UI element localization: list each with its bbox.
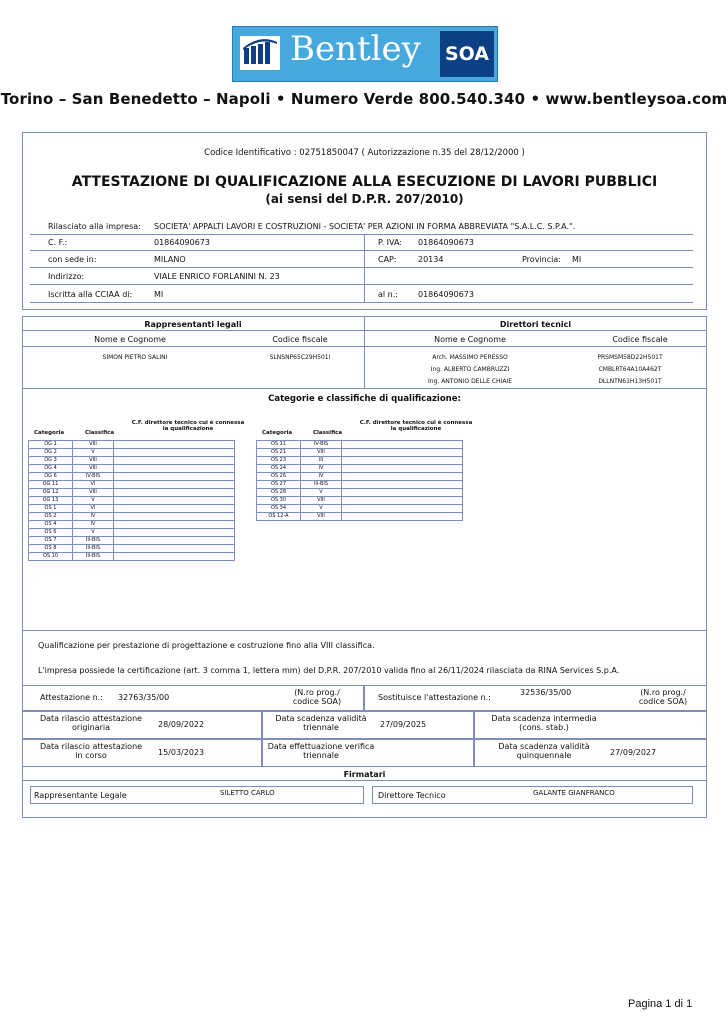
contact-line: Torino – San Benedetto – Napoli • Numero Verde 800.540.340 • www.bentleysoa.com	[0, 90, 728, 108]
scad-quinq-label: Data scadenza validità quinquennale	[498, 742, 590, 760]
provincia-label: Provincia:	[522, 255, 561, 264]
category-director-cf	[114, 505, 235, 513]
category-class: III-BIS	[301, 481, 342, 489]
category-code: OG 2	[29, 449, 73, 457]
legale-name: SIMON PIETRO SALINI	[102, 354, 168, 361]
category-code: OS 30	[257, 497, 301, 505]
category-code: OG 13	[29, 497, 73, 505]
piva-value: 01864090673	[418, 238, 474, 247]
tecnico-cf: DLLNTN61H13H501T	[598, 378, 662, 385]
legale-cf: SLNSNP65C29H501I	[269, 354, 331, 361]
category-director-cf	[114, 473, 235, 481]
category-class: V	[73, 497, 114, 505]
category-code: OS 1	[29, 505, 73, 513]
scad-quinq-value: 27/09/2027	[610, 748, 657, 757]
divider	[30, 234, 693, 235]
category-row	[29, 449, 235, 457]
category-row	[29, 497, 235, 505]
logo-mark-icon	[240, 36, 280, 70]
category-director-cf	[342, 441, 463, 449]
cap-label: CAP:	[378, 255, 397, 264]
category-director-cf	[114, 457, 235, 465]
category-row	[257, 497, 463, 505]
category-code: OS 26	[257, 473, 301, 481]
category-row	[29, 473, 235, 481]
category-code: OS 2	[29, 513, 73, 521]
divider	[30, 250, 693, 251]
logo-wordmark: Bentley	[290, 29, 421, 69]
category-class: VI	[73, 481, 114, 489]
tecnico-name: Ing. ALBERTO CAMBRUZZI	[430, 366, 510, 373]
category-director-cf	[114, 513, 235, 521]
verifica-label: Data effettuazione verifica triennale	[267, 742, 375, 760]
tecnico-name: Arch. MASSIMO PERESSO	[432, 354, 508, 361]
tecnico-label: Direttore Tecnico	[378, 791, 446, 800]
category-director-cf	[114, 545, 235, 553]
category-class: VIII	[73, 489, 114, 497]
indirizzo-value: VIALE ENRICO FORLANINI N. 23	[154, 272, 280, 281]
category-class: III-BIS	[73, 545, 114, 553]
category-director-cf	[114, 521, 235, 529]
category-code: OS 6	[29, 529, 73, 537]
qualificazione-note: Qualificazione per prestazione di progettazione e costruzione fino alla VIII classifica.	[38, 641, 375, 650]
rilasciato-label: Rilasciato alla impresa:	[48, 222, 141, 231]
category-code: OS 12-A	[257, 513, 301, 521]
category-row	[29, 513, 235, 521]
category-class: V	[73, 449, 114, 457]
tecnici-header: Direttori tecnici	[499, 320, 572, 329]
al-n-value: 01864090673	[418, 290, 474, 299]
category-class: VIII	[73, 457, 114, 465]
category-class: III	[301, 457, 342, 465]
category-row	[29, 489, 235, 497]
document-subtitle: (ai sensi del D.P.R. 207/2010)	[265, 192, 464, 206]
document-title: ATTESTAZIONE DI QUALIFICAZIONE ALLA ESECUZIONE DI LAVORI PUBBLICI	[71, 174, 658, 190]
category-class: VIII	[301, 513, 342, 521]
logo-soa-badge: SOA	[440, 31, 494, 77]
category-code: OS 7	[29, 537, 73, 545]
category-code: OS 11	[257, 441, 301, 449]
category-code: OG 3	[29, 457, 73, 465]
cap-value: 20134	[418, 255, 444, 264]
col-classifica: Classifica	[313, 430, 343, 436]
category-director-cf	[114, 481, 235, 489]
category-director-cf	[342, 473, 463, 481]
sostituisce-label: Sostituisce l'attestazione n.:	[378, 693, 491, 702]
category-director-cf	[114, 465, 235, 473]
category-row	[29, 553, 235, 561]
col-cf-legali: Codice fiscale	[272, 335, 328, 344]
divider	[30, 284, 693, 285]
category-director-cf	[114, 497, 235, 505]
legale-signatory: SILETTO CARLO	[220, 789, 275, 797]
category-row	[257, 441, 463, 449]
category-row	[257, 505, 463, 513]
attestazione-label: Attestazione n.:	[40, 693, 103, 702]
category-code: OS 21	[257, 449, 301, 457]
category-code: OG 11	[29, 481, 73, 489]
divider	[30, 267, 693, 268]
category-row	[257, 513, 463, 521]
tecnico-cf: CMBLRT64A10A462T	[598, 366, 662, 373]
col-categoria: Categoria	[262, 430, 293, 436]
sostituisce-number: 32536/35/00	[520, 688, 572, 697]
category-director-cf	[342, 481, 463, 489]
category-director-cf	[342, 505, 463, 513]
sede-label: con sede in:	[48, 255, 97, 264]
al-n-label: al n.:	[378, 290, 398, 299]
scad-triennale-value: 27/09/2025	[380, 720, 427, 729]
legali-header: Rappresentanti legali	[144, 320, 242, 329]
tecnico-cf: PRSMSM58D22H501T	[597, 354, 663, 361]
tecnico-signatory: GALANTE GIANFRANCO	[533, 789, 615, 797]
divider	[22, 780, 707, 781]
attestazione-number: 32763/35/00	[118, 693, 170, 702]
category-row	[29, 441, 235, 449]
category-code: OS 4	[29, 521, 73, 529]
category-code: OG 12	[29, 489, 73, 497]
sede-value: MILANO	[154, 255, 186, 264]
category-class: VIII	[73, 441, 114, 449]
category-class: VIII	[301, 497, 342, 505]
divider	[30, 302, 693, 303]
cciaa-label: Iscritta alla CCIAA di:	[48, 290, 133, 299]
indirizzo-label: Indirizzo:	[48, 272, 85, 281]
col-direttore: C.F. direttore tecnico cui è connessa la qualificazione	[359, 420, 473, 432]
category-row	[29, 545, 235, 553]
category-class: IV-BIS	[73, 473, 114, 481]
nro-prog-note: (N.ro prog./ codice SOA)	[292, 688, 342, 706]
category-class: IV	[301, 473, 342, 481]
provincia-value: MI	[572, 255, 582, 264]
category-director-cf	[114, 553, 235, 561]
category-code: OS 8	[29, 545, 73, 553]
codice-identificativo: Codice Identificativo : 02751850047 ( Autorizzazione n.35 del 28/12/2000 )	[204, 148, 525, 158]
category-row	[29, 457, 235, 465]
category-director-cf	[114, 449, 235, 457]
divider	[22, 630, 707, 631]
category-row	[29, 505, 235, 513]
category-class: IV	[73, 513, 114, 521]
category-row	[29, 521, 235, 529]
category-director-cf	[342, 457, 463, 465]
category-code: OG 6	[29, 473, 73, 481]
category-row	[257, 481, 463, 489]
category-row	[257, 465, 463, 473]
vertical-divider	[364, 234, 365, 302]
category-code: OS 23	[257, 457, 301, 465]
category-row	[257, 449, 463, 457]
category-director-cf	[114, 489, 235, 497]
scad-intermedia-label: Data scadenza intermedia (cons. stab.)	[491, 714, 597, 732]
category-director-cf	[114, 537, 235, 545]
category-class: V	[301, 505, 342, 513]
col-nome-legali: Nome e Cognome	[94, 335, 166, 344]
category-director-cf	[114, 529, 235, 537]
certificazione-note: L'impresa possiede la certificazione (art. 3 comma 1, lettera mm) del D.P.R. 207/2010 valida fino al 26/11/2024 rilasciata da RINA Services S.p.A.	[38, 666, 620, 675]
category-class: VIII	[301, 449, 342, 457]
category-director-cf	[342, 465, 463, 473]
category-row	[257, 457, 463, 465]
category-code: OS 24	[257, 465, 301, 473]
scad-triennale-label: Data scadenza validità triennale	[275, 714, 367, 732]
category-code: OS 27	[257, 481, 301, 489]
category-director-cf	[342, 497, 463, 505]
cf-value: 01864090673	[154, 238, 210, 247]
category-class: V	[73, 529, 114, 537]
category-code: OG 1	[29, 441, 73, 449]
category-row	[29, 537, 235, 545]
category-class: V	[301, 489, 342, 497]
cf-label: C. F.:	[48, 238, 68, 247]
category-code: OG 4	[29, 465, 73, 473]
category-director-cf	[342, 449, 463, 457]
category-class: IV-BIS	[301, 441, 342, 449]
category-director-cf	[342, 513, 463, 521]
company-name: SOCIETA' APPALTI LAVORI E COSTRUZIONI - SOCIETA' PER AZIONI IN FORMA ABBREVIATA "S.A.L.C. S.P.A.".	[154, 222, 576, 231]
category-director-cf	[342, 489, 463, 497]
firmatari-header: Firmatari	[343, 770, 386, 779]
divider	[22, 388, 707, 389]
category-row	[257, 473, 463, 481]
rilascio-corso-label: Data rilascio attestazione in corso	[39, 742, 143, 760]
category-class: IV	[73, 521, 114, 529]
category-class: VIII	[73, 465, 114, 473]
category-row	[29, 481, 235, 489]
category-row	[29, 465, 235, 473]
col-direttore: C.F. direttore tecnico cui è connessa la qualificazione	[131, 420, 245, 432]
category-class: III-BIS	[73, 537, 114, 545]
page-number: Pagina 1 di 1	[628, 998, 693, 1010]
rilascio-orig-value: 28/09/2022	[158, 720, 205, 729]
rilascio-corso-value: 15/03/2023	[158, 748, 205, 757]
col-categoria: Categoria	[34, 430, 65, 436]
category-director-cf	[114, 441, 235, 449]
divider	[22, 346, 707, 347]
category-class: III-BIS	[73, 553, 114, 561]
col-cf-tecnici: Codice fiscale	[612, 335, 668, 344]
category-class: VI	[73, 505, 114, 513]
nro-prog-note-2: (N.ro prog./ codice SOA)	[638, 688, 688, 706]
col-classifica: Classifica	[85, 430, 115, 436]
categories-title: Categorie e classifiche di qualificazione:	[268, 394, 461, 404]
rilascio-orig-label: Data rilascio attestazione originaria	[39, 714, 143, 732]
category-class: IV	[301, 465, 342, 473]
col-nome-tecnici: Nome e Cognome	[434, 335, 506, 344]
category-row	[257, 489, 463, 497]
legale-label: Rappresentante Legale	[34, 791, 127, 800]
category-row	[29, 529, 235, 537]
categories-table-left	[28, 440, 235, 561]
piva-label: P. IVA:	[378, 238, 403, 247]
cciaa-value: MI	[154, 290, 164, 299]
category-code: OS 34	[257, 505, 301, 513]
divider	[22, 330, 707, 331]
category-code: OS 28	[257, 489, 301, 497]
category-code: OS 10	[29, 553, 73, 561]
tecnico-name: Ing. ANTONIO DELLE CHIAIE	[428, 378, 512, 385]
categories-table-right	[256, 440, 463, 521]
